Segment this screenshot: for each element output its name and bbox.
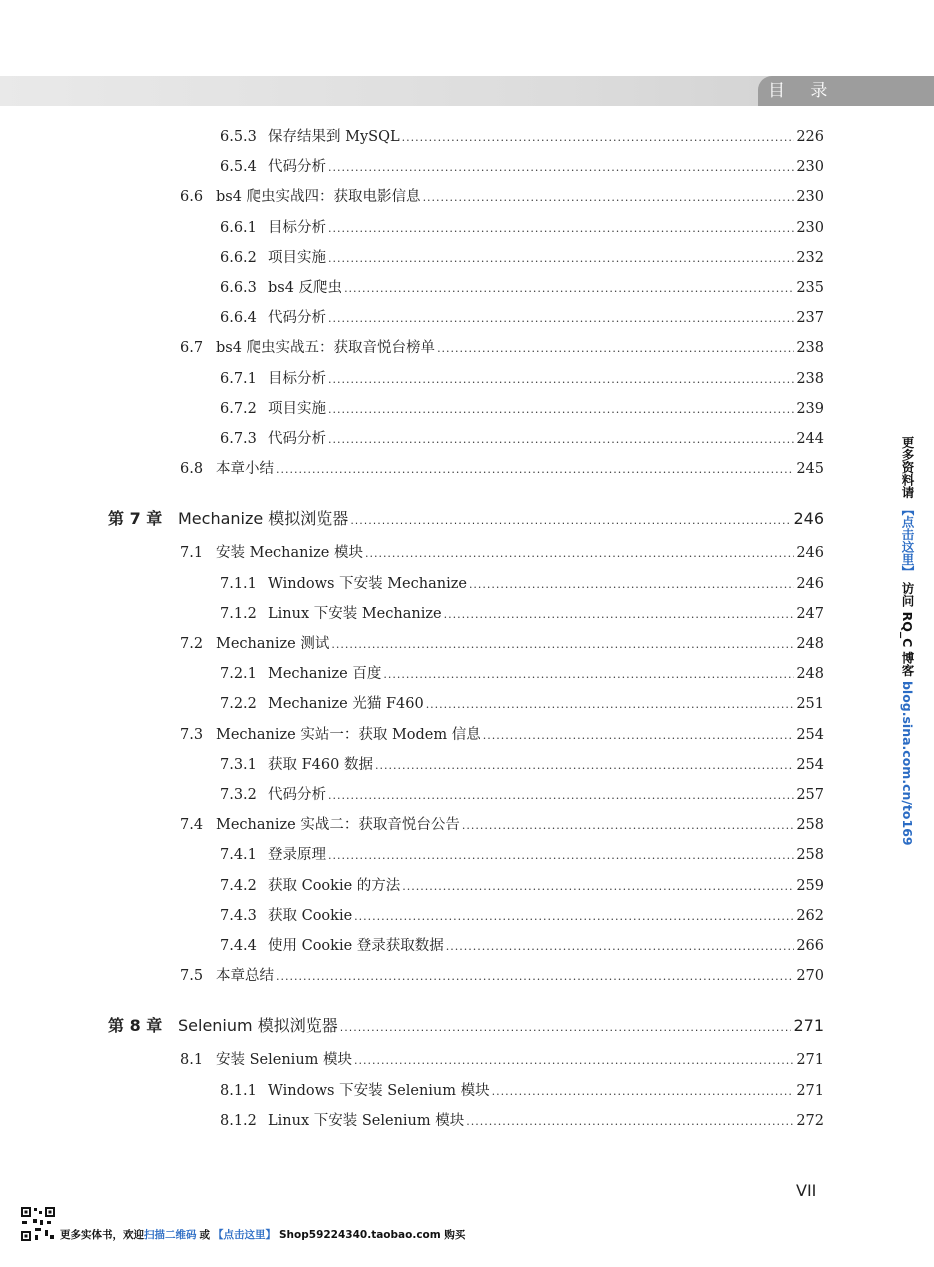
section-tab-contents: 目 录 — [758, 76, 934, 106]
toc-entry-number: 7.5 — [180, 968, 204, 985]
toc-entry-7-4-2[interactable] — [220, 875, 824, 897]
toc-entry-title: bs4 爬虫实战五：获取音悦台榜单 — [216, 340, 436, 357]
toc-entry-page: 254 — [796, 756, 824, 773]
toc-entry-6-8[interactable] — [180, 458, 824, 480]
toc-entry-title: 登录原理 — [268, 847, 326, 864]
footer-text-or: 或 — [199, 1229, 210, 1241]
toc-entry-page: 270 — [796, 968, 824, 985]
toc-entry-title: Mechanize 模拟浏览器 — [178, 509, 349, 529]
toc-entry-7-3-2[interactable] — [220, 784, 824, 806]
dot-leader — [340, 1015, 792, 1041]
side-note-link[interactable]: 【点击这里】 — [900, 502, 915, 578]
dot-leader — [423, 187, 795, 209]
dot-leader — [354, 906, 794, 928]
toc-entry-number: 7.1 — [180, 545, 204, 562]
toc-entry-page: 247 — [796, 605, 824, 622]
toc-entry-page: 235 — [796, 280, 824, 296]
toc-entry-6-7[interactable] — [180, 337, 824, 359]
toc-entry-number: 6.5.3 — [220, 129, 257, 145]
dot-leader — [492, 1081, 795, 1103]
toc-entry-title: Windows 下安装 Mechanize — [268, 575, 467, 592]
toc-entry-title: Selenium 模拟浏览器 — [178, 1016, 338, 1036]
toc-entry-title: 代码分析 — [268, 431, 326, 447]
dot-leader — [328, 248, 794, 270]
toc-entry-number: 7.3.1 — [220, 756, 257, 773]
toc-entry-page: 237 — [796, 310, 824, 327]
toc-entry-7-2-1[interactable] — [220, 663, 824, 685]
dot-leader — [328, 157, 794, 179]
toc-entry-title: Windows 下安装 Selenium 模块 — [268, 1082, 490, 1099]
toc-entry-7-1-2[interactable] — [220, 603, 824, 625]
toc-entry-7-5[interactable] — [180, 965, 824, 987]
blog-url-link[interactable]: blog.sina.com.cn/to169 — [900, 680, 915, 846]
toc-entry-page: 238 — [796, 340, 824, 357]
toc-entry-number: 8.1 — [180, 1052, 204, 1069]
toc-entry-title: Mechanize 测试 — [216, 636, 330, 652]
toc-entry-title: 保存结果到 MySQL — [268, 129, 400, 145]
toc-entry-title: 代码分析 — [268, 310, 326, 327]
toc-entry-8-1-2[interactable] — [220, 1110, 824, 1132]
toc-entry-title: Linux 下安装 Mechanize — [268, 605, 442, 622]
toc-entry-page: 271 — [796, 1082, 824, 1099]
toc-entry-number: 8.1.1 — [220, 1082, 257, 1099]
toc-entry-title: Linux 下安装 Selenium 模块 — [268, 1112, 465, 1129]
toc-entry-title: 代码分析 — [268, 787, 326, 803]
toc-entry-page: 226 — [796, 129, 824, 145]
toc-entry-page: 246 — [796, 575, 824, 592]
toc-entry-page: 230 — [796, 189, 824, 206]
toc-entry-第7章[interactable] — [108, 506, 824, 532]
toc-entry-7-3-1[interactable] — [220, 754, 824, 776]
toc-entry-number: 6.6.3 — [220, 280, 257, 296]
dot-leader — [328, 785, 794, 807]
toc-entry-page: 248 — [796, 636, 824, 652]
toc-entry-title: 目标分析 — [268, 370, 326, 387]
dot-leader — [446, 936, 795, 958]
toc-entry-title: 代码分析 — [268, 159, 326, 176]
dot-leader — [328, 218, 794, 240]
toc-entry-7-4-4[interactable] — [220, 935, 824, 957]
toc-entry-page: 232 — [796, 249, 824, 266]
dot-leader — [328, 845, 794, 867]
toc-entry-page: 248 — [796, 666, 824, 683]
toc-entry-page: 258 — [796, 847, 824, 864]
toc-entry-number: 7.1.1 — [220, 575, 257, 592]
dot-leader — [276, 966, 794, 988]
dot-leader — [276, 459, 794, 481]
toc-entry-page: 246 — [793, 509, 824, 529]
toc-entry-title: bs4 爬虫实战四：获取电影信息 — [216, 189, 421, 206]
footer-text: 更多实体书，欢迎 — [60, 1229, 144, 1241]
toc-entry-number: 7.4.3 — [220, 907, 257, 924]
dot-leader — [344, 278, 794, 300]
toc-entry-number: 6.7 — [180, 340, 204, 357]
toc-entry-page: 262 — [796, 907, 824, 924]
toc-entry-8-1-1[interactable] — [220, 1080, 824, 1102]
toc-entry-title: Mechanize 实战二：获取音悦台公告 — [216, 817, 460, 834]
toc-entry-number: 7.4.2 — [220, 877, 257, 894]
toc-entry-title: Mechanize 实站一：获取 Modem 信息 — [216, 726, 481, 743]
toc-entry-title: Mechanize 百度 — [268, 666, 382, 683]
dot-leader — [350, 508, 791, 534]
side-note — [896, 436, 916, 846]
toc-entry-number: 7.1.2 — [220, 605, 257, 622]
dot-leader — [375, 755, 794, 777]
toc-entry-title: 目标分析 — [268, 219, 326, 236]
toc-entry-page: 230 — [796, 159, 824, 176]
dot-leader — [444, 604, 795, 626]
toc-entry-number: 6.6.4 — [220, 310, 257, 327]
toc-entry-number: 6.7.2 — [220, 400, 257, 417]
toc-entry-6-6-4[interactable] — [220, 307, 824, 329]
dot-leader — [328, 308, 794, 330]
toc-entry-7-2[interactable] — [180, 633, 824, 655]
toc-entry-title: 安装 Selenium 模块 — [216, 1052, 353, 1069]
toc-entry-title: 项目实施 — [268, 249, 326, 266]
toc-entry-page: 257 — [796, 787, 824, 803]
toc-entry-page: 259 — [796, 877, 824, 894]
qr-code-icon[interactable] — [20, 1206, 56, 1242]
toc-entry-number: 6.6.1 — [220, 219, 257, 236]
toc-entry-title: 获取 F460 数据 — [268, 756, 373, 773]
toc-entry-title: 获取 Cookie 的方法 — [268, 877, 401, 894]
toc-entry-title: 本章总结 — [216, 968, 274, 985]
toc-entry-6-5-4[interactable] — [220, 156, 824, 178]
toc-entry-number: 第 7 章 — [108, 509, 163, 529]
toc-entry-number: 6.8 — [180, 461, 204, 478]
toc-entry-number: 7.3.2 — [220, 787, 257, 803]
toc-entry-number: 6.7.3 — [220, 431, 257, 447]
dot-leader — [328, 429, 794, 451]
toc-entry-number: 7.2.1 — [220, 666, 257, 683]
dot-leader — [426, 694, 795, 716]
dot-leader — [354, 1050, 794, 1072]
toc-entry-title: 安装 Mechanize 模块 — [216, 545, 363, 562]
toc-entry-page: 245 — [796, 461, 824, 478]
dot-leader — [402, 127, 795, 149]
toc-entry-7-4-1[interactable] — [220, 844, 824, 866]
toc-entry-6-6-1[interactable] — [220, 217, 824, 239]
toc-entry-page: 271 — [796, 1052, 824, 1069]
toc-entry-6-5-3[interactable] — [220, 126, 824, 148]
footer-promo — [20, 1206, 465, 1242]
toc-entry-6-6[interactable] — [180, 186, 824, 208]
dot-leader — [466, 1111, 794, 1133]
toc-entry-6-7-2[interactable] — [220, 398, 824, 420]
toc-entry-page: 271 — [793, 1016, 824, 1036]
dot-leader — [437, 338, 794, 360]
dot-leader — [331, 634, 794, 656]
dot-leader — [328, 399, 794, 421]
toc-entry-6-7-1[interactable] — [220, 368, 824, 390]
toc-entry-number: 7.4 — [180, 817, 204, 834]
toc-entry-title: Mechanize 光猫 F460 — [268, 696, 424, 713]
toc-entry-6-6-3[interactable] — [220, 277, 824, 299]
toc-entry-title: 使用 Cookie 登录获取数据 — [268, 938, 444, 954]
side-note-text: 更多资料请 — [900, 436, 915, 499]
dot-leader — [469, 574, 794, 596]
toc-entry-title: bs4 反爬虫 — [268, 280, 343, 296]
footer-scan-link[interactable]: 扫描二维码 — [144, 1229, 197, 1241]
toc-entry-number: 6.6.2 — [220, 249, 257, 266]
side-note-text-2: 访问 RQ_C 博客 — [900, 582, 915, 677]
toc-entry-number: 7.4.1 — [220, 847, 257, 864]
toc-entry-number: 7.3 — [180, 726, 204, 743]
toc-entry-7-1-1[interactable] — [220, 573, 824, 595]
toc-entry-7-4-3[interactable] — [220, 905, 824, 927]
toc-entry-7-3[interactable] — [180, 724, 824, 746]
toc-entry-title: 获取 Cookie — [268, 907, 353, 924]
toc-entry-number: 8.1.2 — [220, 1112, 257, 1129]
footer-click-link[interactable]: 【点击这里】 — [213, 1229, 276, 1241]
toc-entry-6-7-3[interactable] — [220, 428, 824, 450]
toc-entry-number: 6.6 — [180, 189, 204, 206]
toc-entry-number: 7.4.4 — [220, 938, 257, 954]
toc-entry-page: 258 — [796, 817, 824, 834]
toc-entry-page: 272 — [796, 1112, 824, 1129]
toc-entry-page: 246 — [796, 545, 824, 562]
toc-entry-number: 6.7.1 — [220, 370, 257, 387]
dot-leader — [365, 543, 794, 565]
toc-entry-page: 266 — [796, 938, 824, 954]
toc-entry-number: 第 8 章 — [108, 1016, 163, 1036]
dot-leader — [462, 815, 794, 837]
toc-entry-page: 244 — [796, 431, 824, 447]
toc-entry-number: 7.2.2 — [220, 696, 257, 713]
dot-leader — [483, 725, 795, 747]
toc-entry-8-1[interactable] — [180, 1049, 824, 1071]
toc-entry-page: 254 — [796, 726, 824, 743]
dot-leader — [402, 876, 794, 898]
toc-entry-6-6-2[interactable] — [220, 247, 824, 269]
dot-leader — [383, 664, 794, 686]
toc-entry-number: 6.5.4 — [220, 159, 257, 176]
toc-entry-page: 230 — [796, 219, 824, 236]
toc-entry-page: 251 — [796, 696, 824, 713]
toc-entry-7-1[interactable] — [180, 542, 824, 564]
toc-entry-page: 239 — [796, 400, 824, 417]
page-number: VII — [796, 1181, 817, 1200]
toc-entry-7-4[interactable] — [180, 814, 824, 836]
toc-entry-title: 本章小结 — [216, 461, 274, 478]
dot-leader — [328, 369, 794, 391]
toc-entry-第8章[interactable] — [108, 1013, 824, 1039]
footer-shop: Shop59224340.taobao.com 购买 — [279, 1229, 466, 1241]
toc-entry-7-2-2[interactable] — [220, 693, 824, 715]
toc-entry-page: 238 — [796, 370, 824, 387]
toc-entry-number: 7.2 — [180, 636, 204, 652]
toc-entry-title: 项目实施 — [268, 400, 326, 417]
